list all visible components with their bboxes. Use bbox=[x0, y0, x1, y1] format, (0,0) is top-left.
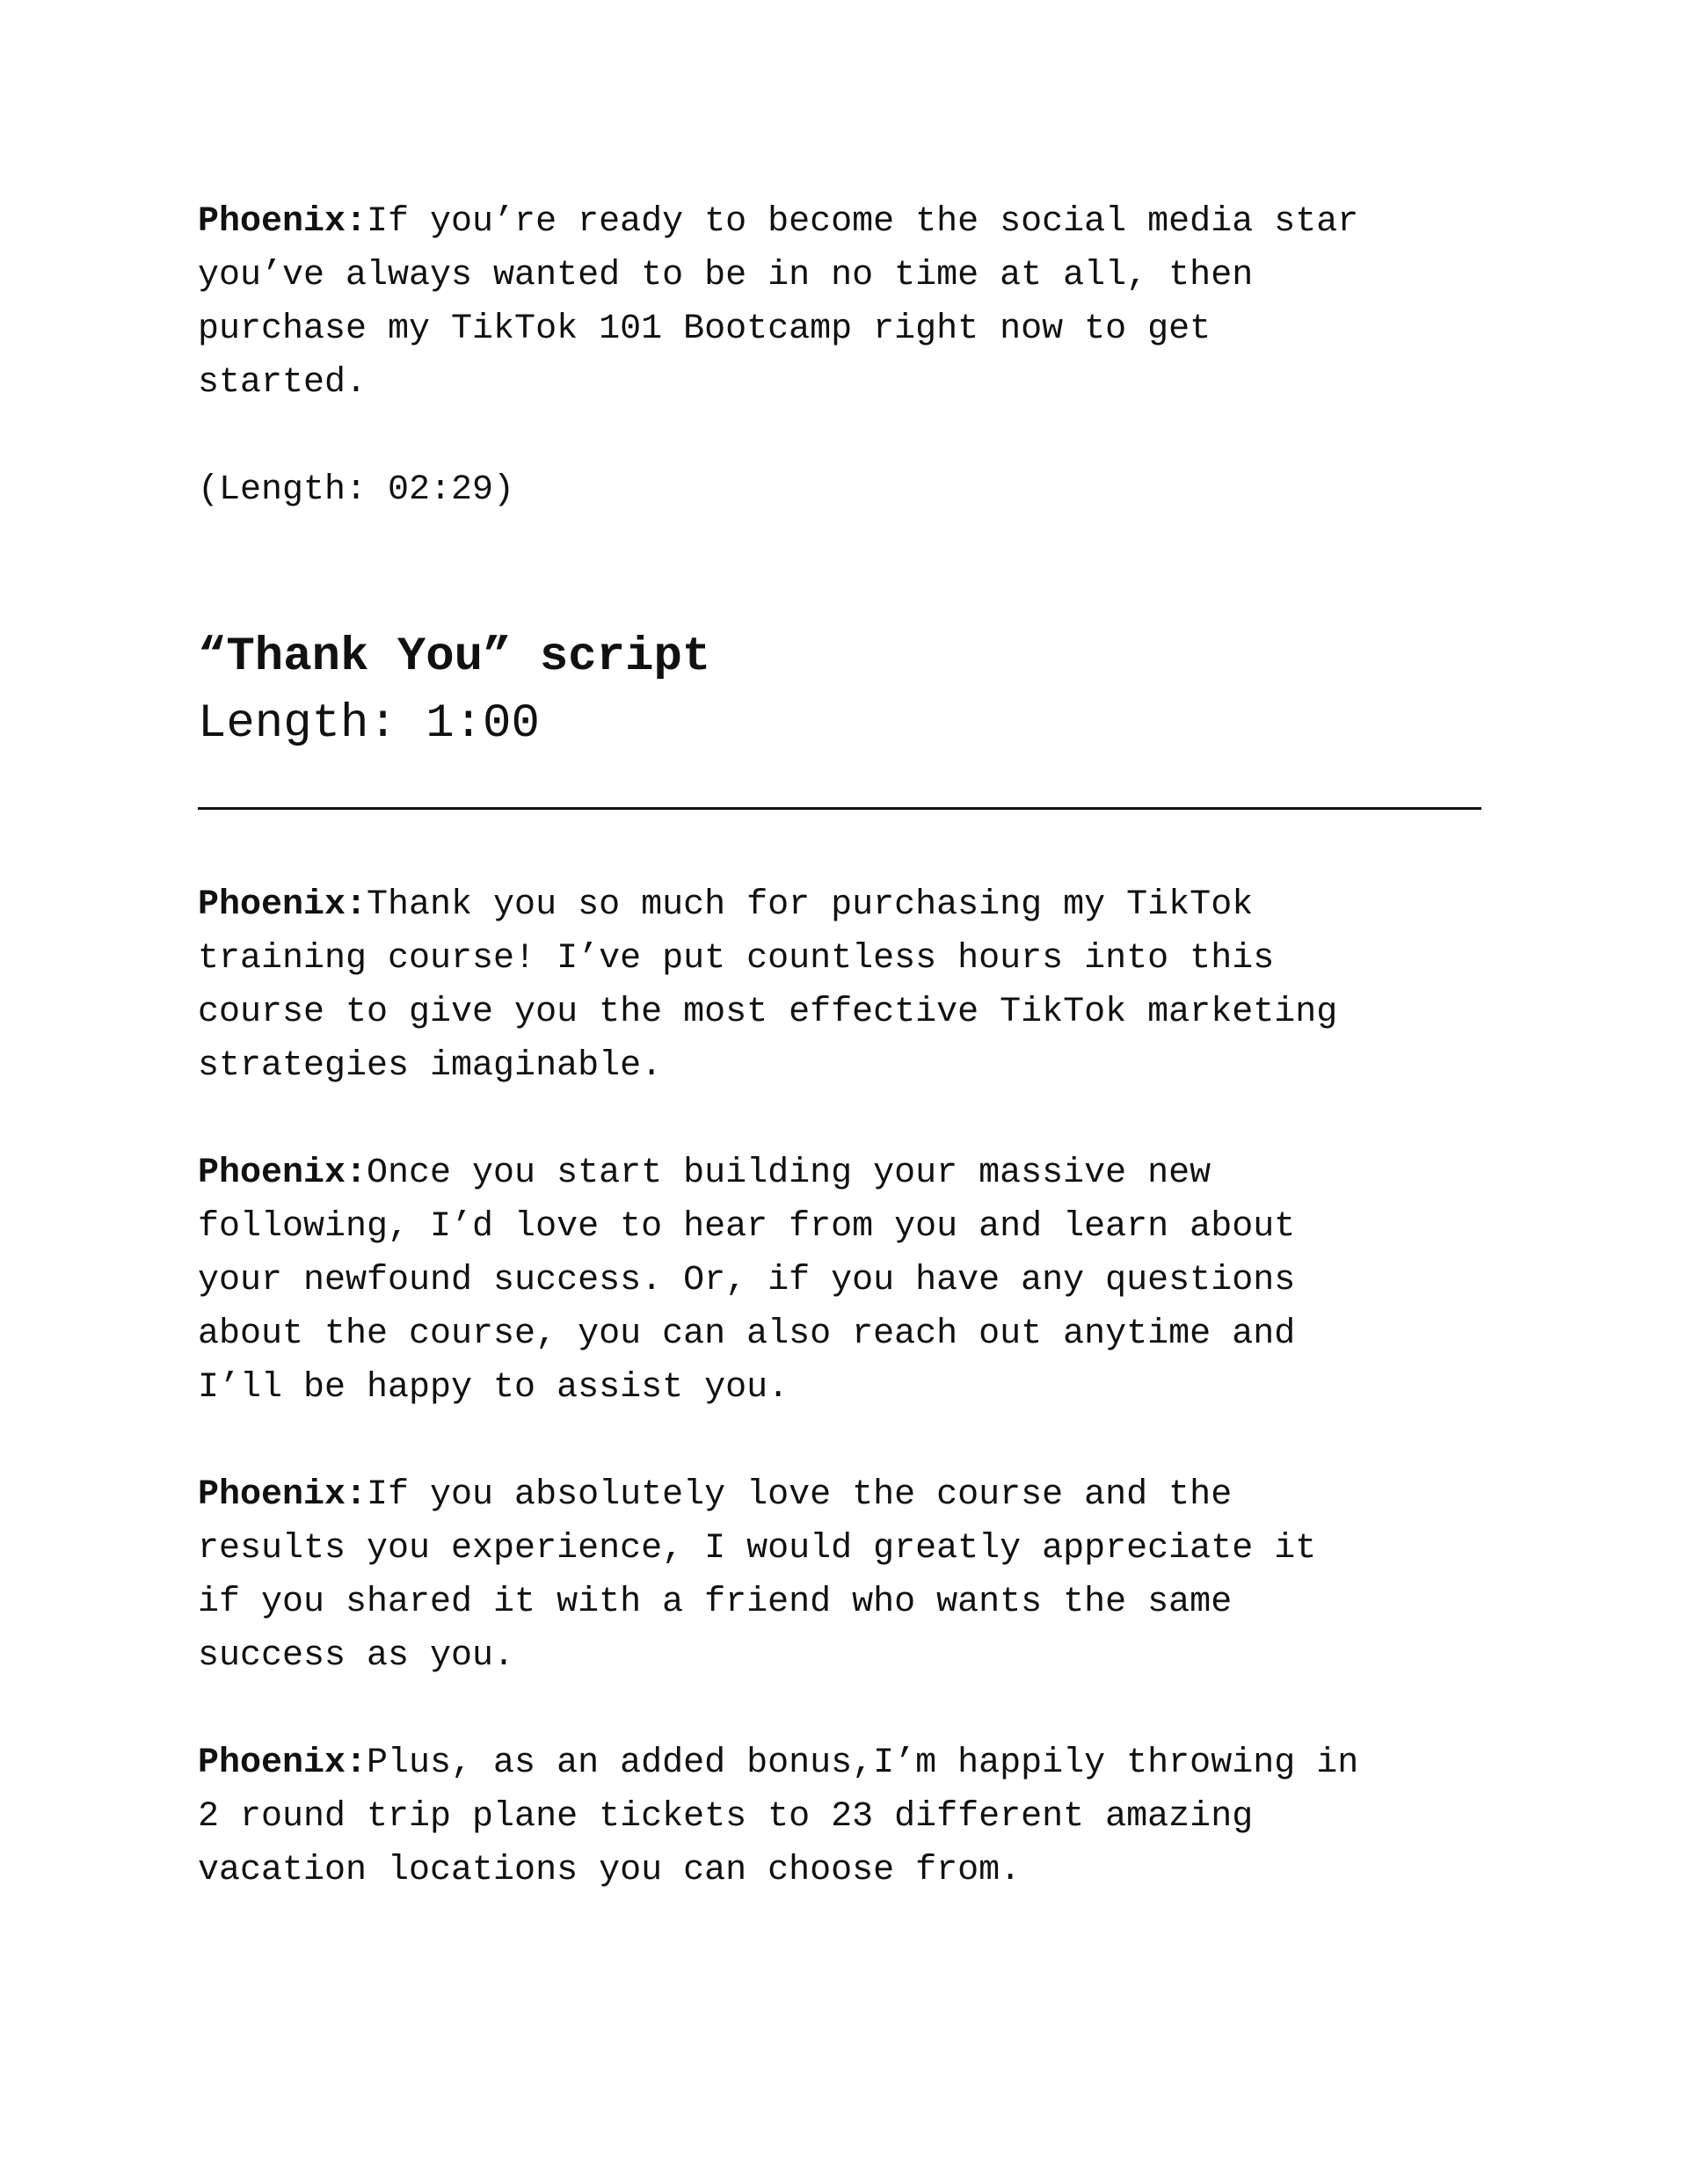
line: Thank you so much for purchasing my TikTok bbox=[367, 885, 1254, 925]
spacer bbox=[198, 517, 1481, 624]
line: Plus, as an added bonus,I’m happily throwing in bbox=[367, 1744, 1359, 1783]
line: course to give you the most effective TikTok marketing bbox=[198, 993, 1338, 1032]
spacer bbox=[198, 758, 1481, 807]
section-length: Length: 1:00 bbox=[198, 697, 540, 751]
line: following, I’d love to hear from you and learn about bbox=[198, 1207, 1296, 1247]
spacer bbox=[198, 1415, 1481, 1468]
speaker-label: Phoenix: bbox=[198, 1744, 367, 1783]
speaker-label: Phoenix: bbox=[198, 1154, 367, 1193]
script-paragraph bbox=[198, 195, 1481, 410]
spacer bbox=[198, 410, 1481, 463]
speaker-label: Phoenix: bbox=[198, 202, 367, 242]
line: you’ve always wanted to be in no time at all, then bbox=[198, 256, 1254, 295]
line: vacation locations you can choose from. bbox=[198, 1851, 1022, 1890]
line: I’ll be happy to assist you. bbox=[198, 1368, 789, 1408]
script-paragraph bbox=[198, 1147, 1481, 1415]
line: Once you start building your massive new bbox=[367, 1154, 1211, 1193]
document-body bbox=[198, 195, 1481, 1897]
script-paragraph bbox=[198, 1468, 1481, 1683]
section-title: “Thank You” script bbox=[198, 630, 711, 684]
line: about the course, you can also reach out anytime and bbox=[198, 1314, 1296, 1354]
line: strategies imaginable. bbox=[198, 1046, 663, 1086]
line: your newfound success. Or, if you have any questions bbox=[198, 1261, 1296, 1300]
line: training course! I’ve put countless hours into this bbox=[198, 939, 1275, 979]
spacer bbox=[198, 810, 1481, 878]
line: started. bbox=[198, 363, 367, 403]
length-note: (Length: 02:29) bbox=[198, 470, 515, 510]
script-paragraph bbox=[198, 878, 1481, 1093]
line: 2 round trip plane tickets to 23 different amazing bbox=[198, 1797, 1254, 1837]
line: success as you. bbox=[198, 1636, 515, 1676]
line: purchase my TikTok 101 Bootcamp right now to get bbox=[198, 309, 1211, 349]
line: If you’re ready to become the social media star bbox=[367, 202, 1359, 242]
speaker-label: Phoenix: bbox=[198, 885, 367, 925]
line: If you absolutely love the course and the bbox=[367, 1475, 1233, 1515]
spacer bbox=[198, 1683, 1481, 1736]
line: results you experience, I would greatly appreciate it bbox=[198, 1529, 1317, 1569]
spacer bbox=[198, 1093, 1481, 1147]
line: if you shared it with a friend who wants the same bbox=[198, 1583, 1233, 1622]
script-paragraph bbox=[198, 1736, 1481, 1897]
speaker-label: Phoenix: bbox=[198, 1475, 367, 1515]
